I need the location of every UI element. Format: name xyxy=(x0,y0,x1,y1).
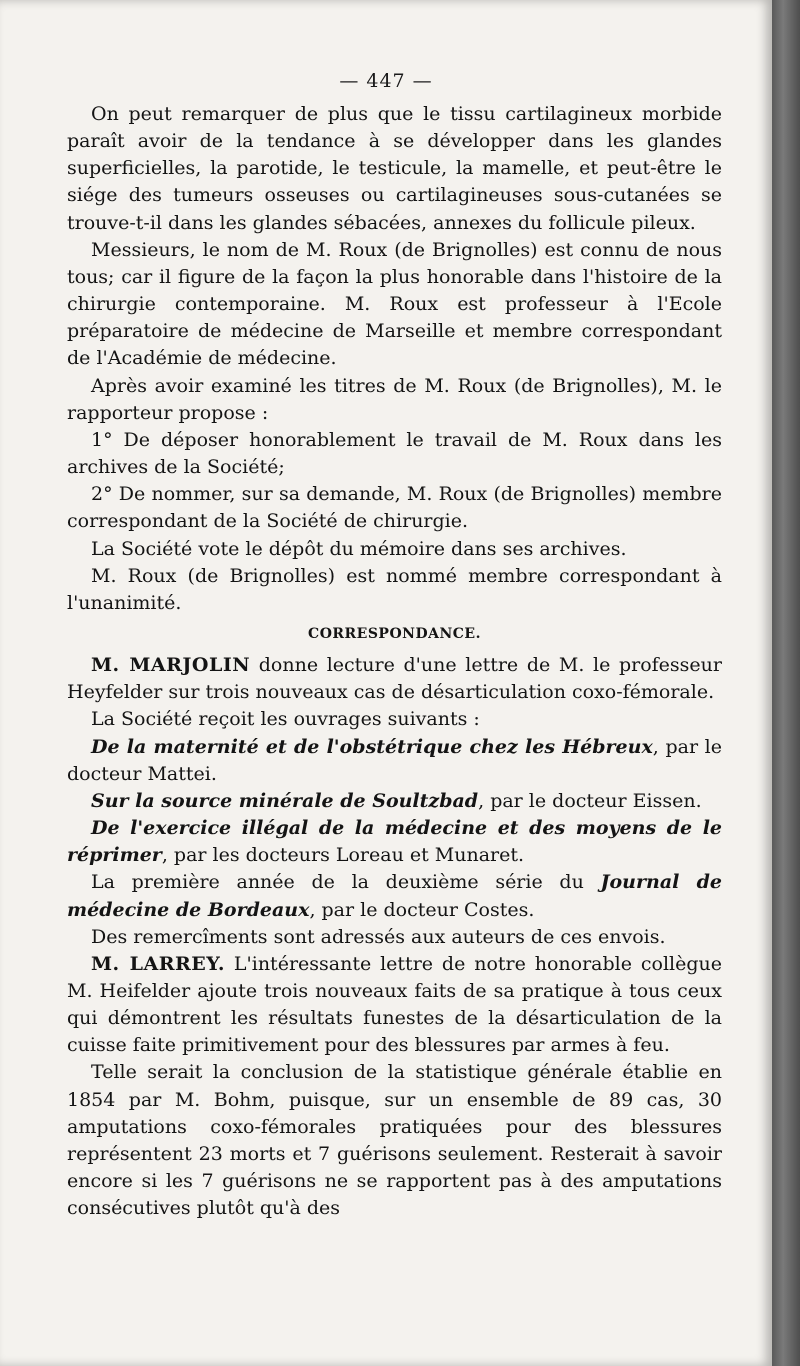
paragraph-marjolin xyxy=(67,652,722,706)
paragraph-vote: La Société vote le dépôt du mémoire dans ses archives. xyxy=(91,537,627,560)
paragraph-remerciements: Des remercîments sont adressés aux auteurs de ces envois. xyxy=(91,925,666,948)
speaker-marjolin: M. MARJOLIN xyxy=(91,654,251,677)
ouvrage-1-title: De la maternité et de l'obstétrique chez les Hébreux xyxy=(91,735,653,758)
marjolin-text: donne lecture d'une lettre de M. le professeur Heyfelder sur trois nouveaux cas de désarticulation coxo-fémorale. xyxy=(67,654,722,704)
paragraph-proposal-1: 1° De déposer honorablement le travail de M. Roux dans les archives de la Société; xyxy=(67,428,722,479)
ouvrage-4-author: , par le docteur Costes. xyxy=(309,898,535,921)
ouvrage-2 xyxy=(67,788,722,815)
paragraph-statistique: Telle serait la conclusion de la statistique générale établie en 1854 par M. Bohm, puisque, sur un ensemble de 89 cas, 30 amputations coxo-fémorales pratiquées pour des blessures représentent 23 morts et 7 guérisons seulement. Resterait à savoir encore si les 7 guérisons ne se rapportent pas à des amputations consécutives plutôt qu'à des xyxy=(67,1061,722,1220)
paragraph-rapporteur: Après avoir examiné les titres de M. Roux (de Brignolles), M. le rapporteur propose : xyxy=(67,374,722,424)
page-number: — 447 — xyxy=(339,70,433,92)
ouvrage-4 xyxy=(67,869,722,923)
page-body xyxy=(67,101,722,1222)
larrey-text: L'intéressante lettre de notre honorable collègue M. Heifelder ajoute trois nouveaux faits de sa pratique à tous ceux qui démontrent les résultats funestes de la désarticulation de la cuisse faite primitivement pour des blessures par armes à feu. xyxy=(67,952,723,1057)
ouvrage-1 xyxy=(67,734,722,788)
paragraph-proposal-2: 2° De nommer, sur sa demande, M. Roux (de Brignolles) membre correspondant de la Société de chirurgie. xyxy=(67,483,722,533)
paragraph-larrey xyxy=(67,951,722,1060)
ouvrage-3-author: , par les docteurs Loreau et Munaret. xyxy=(161,844,525,867)
paragraph-cartilage: On peut remarquer de plus que le tissu cartilagineux morbide paraît avoir de la tendance à se développer dans les glandes superficielles, la parotide, le testicule, la mamelle, et peut-être le siége des tumeurs osseuses ou cartilagineuses sous-cutanées se trouve-t-il dans les glandes sébacées, annexes du follicule pileux. xyxy=(67,103,722,234)
ouvrage-2-title: Sur la source minérale de Soultzbad xyxy=(91,789,479,812)
paragraph-ouvrages-intro: La Société reçoit les ouvrages suivants : xyxy=(91,708,480,731)
page-edge-shadow xyxy=(772,0,800,1366)
paragraph-nomination: M. Roux (de Brignolles) est nommé membre correspondant à l'unanimité. xyxy=(67,564,722,614)
ouvrage-4-pre: La première année de la deuxième série du xyxy=(91,871,601,894)
ouvrage-3 xyxy=(67,815,722,869)
ouvrage-2-author: , par le docteur Eissen. xyxy=(478,789,702,812)
ouvrage-1-author: , par le docteur Mattei. xyxy=(67,735,723,785)
speaker-larrey: M. LARREY. xyxy=(91,952,226,975)
paragraph-roux-intro: Messieurs, le nom de M. Roux (de Brignolles) est connu de nous tous; car il figure de la façon la plus honorable dans l'histoire de la chirurgie contemporaine. M. Roux est professeur à l'Ecole préparatoire de médecine de Marseille et membre correspondant de l'Académie de médecine. xyxy=(67,238,722,370)
ouvrage-4-title: Journal de médecine de Bordeaux xyxy=(67,871,722,921)
ouvrage-3-title: De l'exercice illégal de la médecine et des moyens de le réprimer xyxy=(67,817,722,867)
section-heading-correspondance: CORRESPONDANCE. xyxy=(308,625,481,642)
